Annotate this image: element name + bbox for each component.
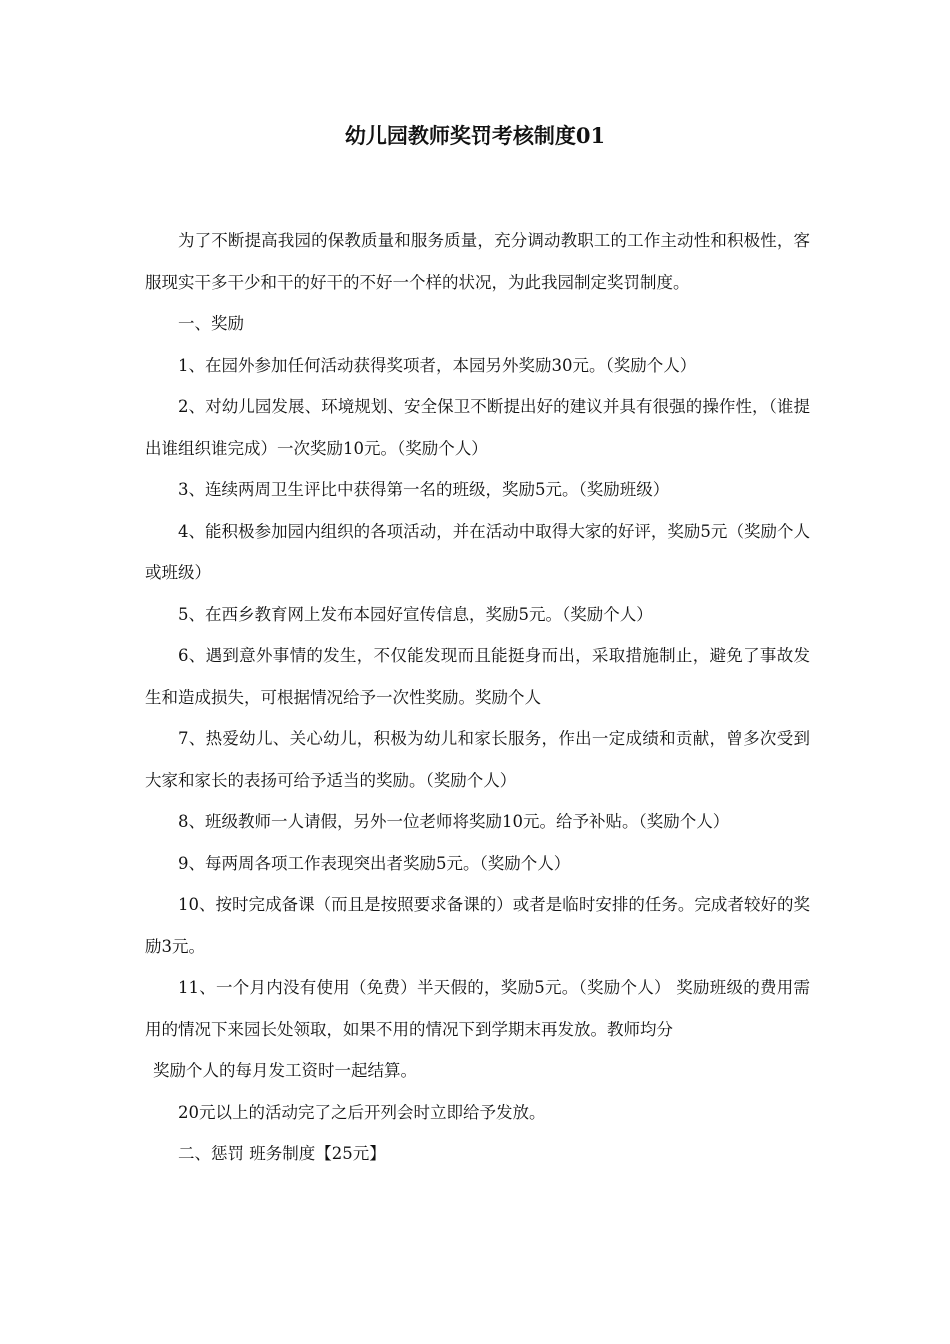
section-heading-reward: 一、奖励	[178, 314, 244, 333]
reward-item-5: 5、在西乡教育网上发布本园好宣传信息，奖励5元。（奖励个人）	[178, 604, 653, 624]
note-individual-reward: 奖励个人的每月发工资时一起结算。	[153, 1061, 417, 1080]
document-body	[145, 220, 810, 1175]
reward-item-4: 4、能积极参加园内组织的各项活动，并在活动中取得大家的好评，奖励5元（奖励个人或班级）	[145, 521, 810, 582]
note-activity-reward: 20元以上的活动完了之后开列会时立即给予发放。	[178, 1102, 546, 1122]
reward-item-10: 10、按时完成备课（而且是按照要求备课的）或者是临时安排的任务。完成者较好的奖励3元。	[145, 895, 810, 956]
reward-item-8: 8、班级教师一人请假，另外一位老师将奖励10元。给予补贴。（奖励个人）	[178, 812, 730, 831]
reward-item-1: 1、在园外参加任何活动获得奖项者，本园另外奖励30元。（奖励个人）	[178, 355, 697, 375]
reward-item-2: 2、对幼儿园发展、环境规划、安全保卫不断提出好的建议并具有很强的操作性，（谁提出谁组织谁完成）一次奖励10元。（奖励个人）	[145, 397, 810, 458]
section-heading-penalty: 二、惩罚 班务制度【25元】	[178, 1144, 386, 1163]
reward-item-6: 6、遇到意外事情的发生，不仅能发现而且能挺身而出，采取措施制止，避免了事故发生和造成损失，可根据情况给予一次性奖励。奖励个人	[145, 646, 810, 707]
intro-paragraph: 为了不断提高我园的保教质量和服务质量，充分调动教职工的工作主动性和积极性，客服现实干多干少和干的好干的不好一个样的状况，为此我园制定奖罚制度。	[145, 231, 810, 292]
reward-item-9: 9、每两周各项工作表现突出者奖励5元。（奖励个人）	[178, 853, 571, 873]
reward-item-7: 7、热爱幼儿、关心幼儿，积极为幼儿和家长服务，作出一定成绩和贡献，曾多次受到大家和家长的表扬可给予适当的奖励。（奖励个人）	[145, 729, 810, 790]
reward-item-3: 3、连续两周卫生评比中获得第一名的班级，奖励5元。（奖励班级）	[178, 480, 670, 499]
reward-item-11: 11、一个月内没有使用（免费）半天假的，奖励5元。（奖励个人） 奖励班级的费用需用的情况下来园长处领取，如果不用的情况下到学期末再发放。教师均分	[145, 978, 810, 1039]
document-title: 幼儿园教师奖罚考核制度01	[344, 123, 606, 148]
